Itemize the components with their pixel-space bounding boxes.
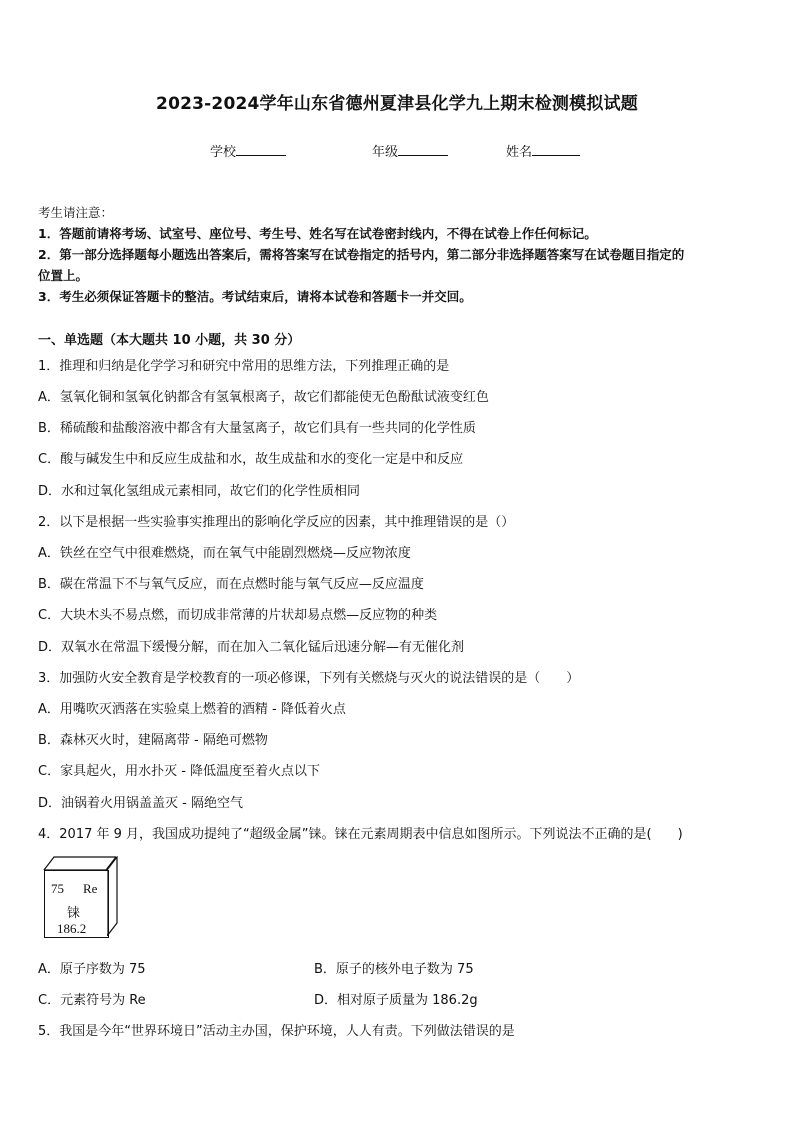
- question-1-stem: 1．推理和归纳是化学学习和研究中常用的思维方法，下列推理正确的是: [38, 359, 450, 374]
- page-title: 2023-2024学年山东省德州夏津县化学九上期末检测模拟试题: [156, 94, 638, 114]
- element-box-top: [34, 856, 116, 870]
- notice-item-1: 1．答题前请将考场、试室号、座位号、考生号、姓名写在试卷密封线内，不得在试卷上作任何标记。: [38, 226, 597, 241]
- notice-item-2: 2．第一部分选择题每小题选出答案后，需将答案写在试卷指定的括号内，第二部分非选择题答案写在试卷题目指定的: [38, 247, 685, 262]
- notice-item-2-cont: 位置上。: [38, 268, 89, 283]
- question-1-option-c: C．酸与碱发生中和反应生成盐和水，故生成盐和水的变化一定是中和反应: [38, 452, 464, 467]
- question-5-stem: 5．我国是今年“世界环境日”活动主办国，保护环境，人人有责。下列做法错误的是: [38, 1024, 515, 1039]
- grade-field: [372, 141, 448, 160]
- question-1-option-b: B．稀硫酸和盐酸溶液中都含有大量氢离子，故它们具有一些共同的化学性质: [38, 421, 476, 436]
- question-2-option-c: C．大块木头不易点燃，而切成非常薄的片状却易点燃—反应物的种类: [38, 608, 438, 623]
- section-heading: 一、单选题（本大题共 10 小题，共 30 分）: [38, 333, 301, 348]
- atomic-mass: 186.2: [57, 921, 87, 936]
- element-name: 铼: [67, 905, 81, 920]
- question-4-option-d: D．相对原子质量为 186.2g: [314, 993, 478, 1008]
- question-2-stem: 2．以下是根据一些实验事实推理出的影响化学反应的因素，其中推理错误的是（）: [38, 515, 515, 530]
- name-blank: [532, 143, 580, 156]
- question-2-option-b: B．碳在常温下不与氧气反应，而在点燃时能与氧气反应—反应温度: [38, 577, 424, 592]
- grade-blank: [398, 143, 448, 156]
- grade-label: 年级: [372, 145, 399, 160]
- question-1-option-a: A．氢氧化铜和氢氧化钠都含有氢氧根离子，故它们都能使无色酚酞试液变红色: [38, 390, 489, 405]
- notice-heading: 考生请注意：: [38, 205, 114, 220]
- school-label: 学校: [210, 145, 237, 160]
- question-2-option-a: A．铁丝在空气中很难燃烧，而在氧气中能剧烈燃烧—反应物浓度: [38, 546, 411, 561]
- question-3-option-a: A．用嘴吹灭洒落在实验桌上燃着的酒精 - 降低着火点: [38, 702, 346, 717]
- question-2-option-d: D．双氧水在常温下缓慢分解，而在加入二氧化锰后迅速分解—有无催化剂: [38, 640, 465, 655]
- question-4-stem: 4．2017 年 9 月，我国成功提纯了“超级金属”铼。铼在元素周期表中信息如图所示。下列说法不正确的是( ): [38, 827, 683, 842]
- question-4-option-a: A．原子序数为 75: [38, 962, 146, 977]
- question-4-option-b: B．原子的核外电子数为 75: [314, 962, 474, 977]
- question-3-option-d: D．油锅着火用锅盖盖灭 - 隔绝空气: [38, 796, 243, 811]
- question-4-option-c: C．元素符号为 Re: [38, 993, 146, 1008]
- school-blank: [236, 143, 286, 156]
- question-3-stem: 3．加强防火安全教育是学校教育的一项必修课，下列有关燃烧与灭火的说法错误的是（ ）: [38, 671, 580, 686]
- element-card-rhenium: [44, 870, 109, 938]
- element-symbol: Re: [83, 881, 98, 896]
- question-3-option-b: B．森林灭火时，建隔离带 - 隔绝可燃物: [38, 733, 268, 748]
- name-label: 姓名: [506, 145, 533, 160]
- question-1-option-d: D．水和过氧化氢组成元素相同，故它们的化学性质相同: [38, 484, 361, 499]
- atomic-number: 75: [51, 881, 64, 896]
- school-field: [210, 141, 286, 160]
- question-3-option-c: C．家具起火，用水扑灭 - 降低温度至着火点以下: [38, 764, 321, 779]
- name-field: [506, 141, 580, 160]
- notice-item-3: 3．考生必须保证答题卡的整洁。考试结束后，请将本试卷和答题卡一并交回。: [38, 289, 472, 304]
